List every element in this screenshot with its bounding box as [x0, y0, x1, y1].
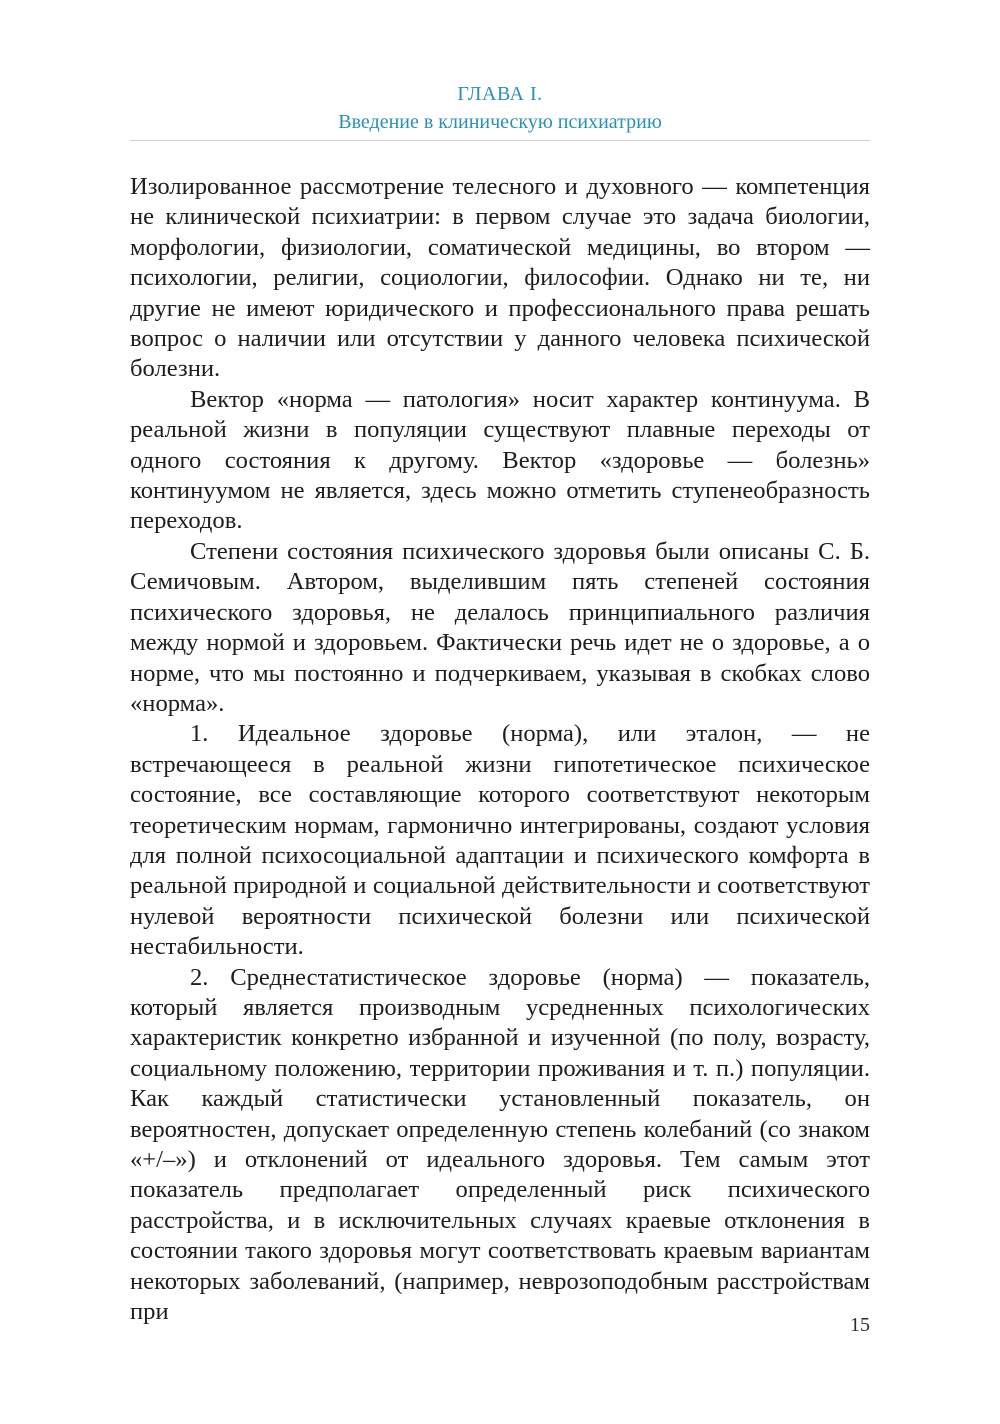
header-divider	[130, 140, 870, 141]
chapter-title: Введение в клиническую психиатрию	[338, 111, 662, 133]
chapter-label: ГЛАВА I.	[457, 83, 543, 105]
page-body	[130, 172, 870, 1327]
paragraph-3: Степени состояния психического здоровья были описаны С. Б. Семичовым. Автором, выделившим пять степеней состояния психического здоровья, не делалось принципиального различия между нормой и здоровьем. Фактически речь идет не о здоровье, а о норме, что мы постоянно и подчеркиваем, указывая в скобках слово «норма».	[130, 537, 870, 717]
running-header	[130, 80, 870, 136]
paragraph-5: 2. Среднестатистическое здоровье (норма) — показатель, который является производным усредненных психологических характеристик конкретно избранной и изученной (по полу, возрасту, социальному положению, территории проживания и т. п.) популяции. Как каждый статистически установленный показатель, он вероятностен, допускает определенную степень колебаний (со знаком «+/–») и отклонений от идеального здоровья. Тем самым этот показатель предполагает определенный риск психического расстройства, и в исключительных случаях краевые отклонения в состоянии такого здоровья могут соответствовать краевым вариантам некоторых заболеваний, (например, неврозоподобным расстройствам при	[130, 963, 870, 1326]
page-number: 15	[850, 1314, 870, 1336]
paragraph-2: Вектор «норма — патология» носит характер континуума. В реальной жизни в популяции существуют плавные переходы от одного состояния к другому. Вектор «здоровье — болезнь» континуумом не является, здесь можно отметить ступенеобразность переходов.	[130, 385, 870, 535]
paragraph-1: Изолированное рассмотрение телесного и духовного — компетенция не клинической психиатрии: в первом случае это задача биологии, морфологии, физиологии, соматической медицины, во втором — психологии, религии, социологии, философии. Однако ни те, ни другие не имеют юридического и профессионального права решать вопрос о наличии или отсутствии у данного человека психической болезни.	[130, 173, 870, 383]
paragraph-4: 1. Идеальное здоровье (норма), или эталон, — не встречающееся в реальной жизни гипотетическое психическое состояние, все составляющие которого соответствуют некоторым теоретическим нормам, гармонично интегрированы, создают условия для полной психосоциальной адаптации и психического комфорта в реальной природной и социальной действительности и соответствуют нулевой вероятности психической болезни или психической нестабильности.	[130, 720, 870, 961]
